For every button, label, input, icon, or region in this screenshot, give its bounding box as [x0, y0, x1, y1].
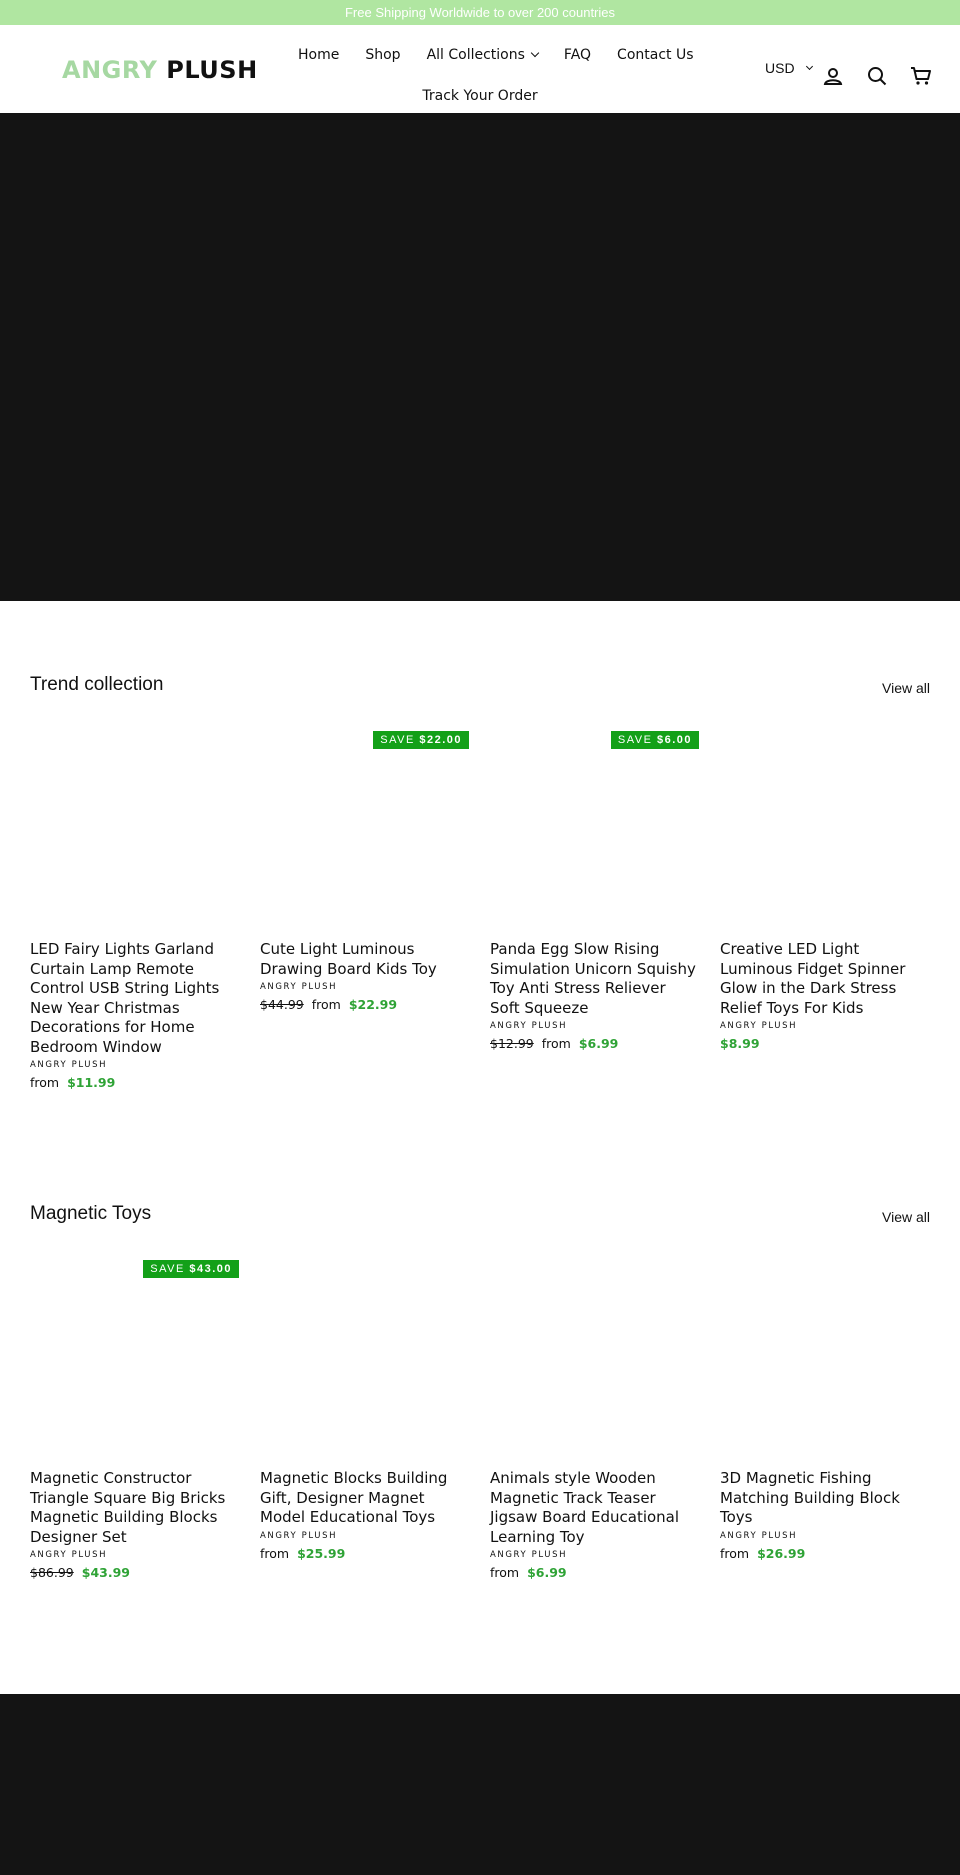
- product-price: [260, 997, 469, 1012]
- nav-home[interactable]: Home: [298, 47, 340, 63]
- product-price: [30, 1565, 239, 1580]
- magnetic-section-title: Magnetic Toys: [30, 1203, 152, 1224]
- product-price: [490, 1565, 699, 1580]
- trend-section-title: Trend collection: [30, 674, 164, 695]
- price-current: $11.99: [67, 1075, 116, 1090]
- product-title[interactable]: Panda Egg Slow Rising Simulation Unicorn Squishy Toy Anti Stress Reliever Soft Squeeze: [490, 940, 696, 1017]
- product-price: [490, 1036, 699, 1051]
- product-price: [30, 1075, 239, 1090]
- product-image[interactable]: [260, 731, 469, 940]
- nav-contact[interactable]: Contact Us: [617, 47, 694, 63]
- logo-part-2: PLUSH: [166, 56, 258, 84]
- save-badge-label: SAVE: [150, 1263, 185, 1275]
- product-title[interactable]: Creative LED Light Luminous Fidget Spinner Glow in the Dark Stress Relief Toys For Kids: [720, 940, 906, 1017]
- product-title[interactable]: Animals style Wooden Magnetic Track Teaser Jigsaw Board Educational Learning Toy: [490, 1469, 680, 1546]
- main-nav: [285, 44, 707, 66]
- product-image[interactable]: [30, 1260, 239, 1469]
- product-vendor: ANGRY PLUSH: [720, 1530, 798, 1541]
- product-title[interactable]: Magnetic Blocks Building Gift, Designer Magnet Model Educational Toys: [260, 1469, 448, 1526]
- chevron-down-icon: [806, 62, 813, 69]
- save-badge-amount: $6.00: [656, 734, 692, 746]
- price-compare: $86.99: [30, 1565, 74, 1580]
- announcement-bar: [0, 0, 960, 25]
- product-image[interactable]: [720, 731, 929, 940]
- price-current: $6.99: [527, 1565, 567, 1580]
- chevron-down-icon: [531, 49, 539, 57]
- magnetic-product-grid: [30, 1260, 930, 1580]
- product-title[interactable]: Magnetic Constructor Triangle Square Big Bricks Magnetic Building Blocks Designer Set: [30, 1469, 226, 1546]
- price-current: $43.99: [81, 1565, 130, 1580]
- product-image[interactable]: [490, 731, 699, 940]
- nav-all-collections-label: All Collections: [426, 47, 525, 63]
- product-image[interactable]: [720, 1260, 929, 1469]
- footer-banner: [0, 1694, 960, 1875]
- product-vendor: ANGRY PLUSH: [260, 1530, 338, 1541]
- product-title[interactable]: 3D Magnetic Fishing Matching Building Block Toys: [720, 1469, 900, 1526]
- price-compare: $44.99: [260, 997, 304, 1012]
- price-from: from: [490, 1565, 520, 1580]
- product-title[interactable]: Cute Light Luminous Drawing Board Kids Toy: [260, 940, 437, 978]
- account-button[interactable]: [822, 65, 844, 87]
- save-badge-label: SAVE: [380, 734, 415, 746]
- product-image[interactable]: [30, 731, 239, 940]
- nav-track-order[interactable]: Track Your Order: [422, 88, 538, 104]
- price-current: $22.99: [348, 997, 398, 1012]
- magnetic-view-all-link[interactable]: View all: [882, 1209, 930, 1225]
- user-icon: [823, 66, 843, 86]
- product-vendor: ANGRY PLUSH: [30, 1060, 108, 1070]
- currency-value: USD: [765, 60, 795, 76]
- announcement-text: Free Shipping Worldwide to over 200 countries: [344, 5, 616, 20]
- product-vendor: ANGRY PLUSH: [490, 1021, 568, 1031]
- product-price: [720, 1036, 929, 1051]
- price-current: $25.99: [297, 1545, 346, 1561]
- product-card[interactable]: [490, 731, 699, 1090]
- product-title[interactable]: LED Fairy Lights Garland Curtain Lamp Remote Control USB String Lights New Year Christmas Decorations for Home Bedroom Window: [30, 940, 220, 1056]
- product-image[interactable]: [260, 1260, 469, 1469]
- product-vendor: ANGRY PLUSH: [720, 1021, 798, 1031]
- price-from: from: [541, 1036, 571, 1051]
- price-current: $8.99: [720, 1036, 760, 1051]
- save-badge-label: SAVE: [617, 734, 653, 746]
- product-image[interactable]: [490, 1260, 699, 1469]
- cart-icon: [910, 66, 932, 86]
- site-header: [0, 25, 960, 113]
- product-price: [720, 1546, 929, 1561]
- trend-product-grid: [30, 731, 930, 1090]
- product-vendor: ANGRY PLUSH: [490, 1550, 568, 1560]
- product-card[interactable]: [720, 731, 929, 1090]
- product-vendor: ANGRY PLUSH: [30, 1550, 108, 1560]
- product-card[interactable]: [490, 1260, 699, 1580]
- product-vendor: ANGRY PLUSH: [260, 982, 338, 992]
- nav-all-collections[interactable]: [414, 44, 551, 66]
- price-current: $6.99: [578, 1036, 619, 1051]
- site-logo[interactable]: [62, 56, 258, 84]
- save-badge: [611, 731, 699, 749]
- price-current: $26.99: [757, 1545, 806, 1561]
- header-icons: [822, 65, 932, 87]
- product-card[interactable]: [30, 731, 239, 1090]
- save-badge: [143, 1260, 239, 1278]
- main-nav-row-2: [0, 88, 960, 104]
- nav-shop[interactable]: Shop: [365, 47, 401, 63]
- search-icon: [867, 66, 887, 86]
- price-from: from: [311, 997, 341, 1012]
- product-card[interactable]: [260, 731, 469, 1090]
- price-from: from: [30, 1075, 60, 1090]
- price-from: from: [260, 1545, 290, 1561]
- cart-button[interactable]: [910, 65, 932, 87]
- price-compare: $12.99: [490, 1036, 534, 1051]
- product-card[interactable]: [260, 1260, 469, 1580]
- logo-part-1: ANGRY: [62, 56, 158, 84]
- hero-banner: [0, 113, 960, 601]
- product-card[interactable]: [720, 1260, 929, 1580]
- nav-faq[interactable]: FAQ: [563, 47, 592, 63]
- save-badge-amount: $43.00: [189, 1263, 232, 1275]
- product-price: [260, 1546, 469, 1561]
- search-button[interactable]: [866, 65, 888, 87]
- trend-view-all-link[interactable]: View all: [882, 680, 930, 696]
- price-from: from: [720, 1545, 750, 1561]
- save-badge: [373, 731, 469, 749]
- save-badge-amount: $22.00: [419, 734, 462, 746]
- product-card[interactable]: [30, 1260, 239, 1580]
- currency-selector[interactable]: [765, 60, 812, 76]
